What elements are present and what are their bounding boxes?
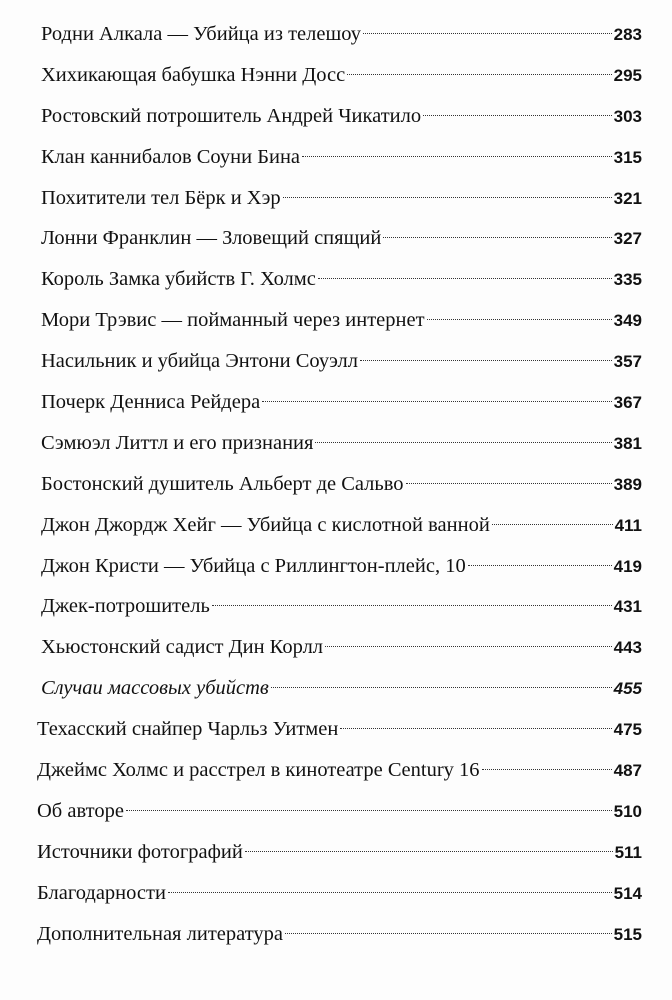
toc-entry — [0, 627, 672, 668]
toc-entry — [0, 464, 672, 505]
toc-entry-page: 367 — [613, 393, 642, 413]
toc-entry — [0, 259, 672, 300]
toc-entry — [0, 137, 672, 178]
toc-entry-page: 335 — [613, 270, 642, 290]
dot-leader — [271, 687, 612, 688]
toc-entry-title: Джеймс Холмс и расстрел в кинотеатре Century 16 — [37, 759, 480, 782]
toc-entry-title: Техасский снайпер Чарльз Уитмен — [37, 718, 339, 741]
dot-leader — [406, 483, 612, 484]
dot-leader — [262, 401, 611, 402]
toc-entry-title: Об авторе — [37, 799, 124, 822]
dot-leader — [245, 851, 613, 852]
dot-leader — [315, 442, 611, 443]
dot-leader — [285, 933, 612, 934]
toc-entry-title: Дополнительная литература — [37, 922, 283, 945]
toc-entry-page: 431 — [613, 597, 642, 617]
toc-entry — [0, 709, 672, 750]
table-of-contents — [0, 14, 672, 954]
toc-entry-title: Ростовский потрошитель Андрей Чикатило — [41, 104, 422, 127]
dot-leader — [168, 892, 612, 893]
dot-leader — [427, 319, 612, 320]
toc-entry — [0, 55, 672, 96]
toc-entry-page: 514 — [613, 883, 642, 903]
dot-leader — [360, 360, 612, 361]
toc-entry-title: Клан каннибалов Соуни Бина — [41, 145, 301, 168]
toc-entry-page: 455 — [613, 679, 642, 699]
toc-entry-page: 349 — [613, 311, 642, 331]
toc-entry — [0, 873, 672, 914]
toc-entry — [0, 791, 672, 832]
dot-leader — [468, 565, 612, 566]
toc-entry-page: 327 — [613, 229, 642, 249]
toc-entry-title: Сэмюэл Литтл и его признания — [41, 431, 314, 454]
toc-entry-title: Родни Алкала — Убийца из телешоу — [41, 23, 361, 45]
toc-entry-page: 283 — [613, 25, 642, 44]
toc-entry-title: Хихикающая бабушка Нэнни Досс — [41, 63, 346, 86]
dot-leader — [423, 115, 612, 116]
toc-entry-page: 389 — [613, 474, 642, 494]
dot-leader — [283, 197, 612, 198]
toc-entry-page: 475 — [613, 720, 642, 740]
toc-entry — [0, 750, 672, 791]
toc-entry-page: 487 — [613, 761, 642, 781]
dot-leader — [482, 769, 612, 770]
toc-entry-title: Король Замка убийств Г. Холмс — [41, 268, 316, 291]
toc-entry — [0, 586, 672, 627]
toc-entry — [0, 423, 672, 464]
dot-leader — [363, 33, 612, 34]
toc-entry-title: Джон Кристи — Убийца с Риллингтон-плейс, 10 — [41, 554, 466, 577]
toc-entry-title: Благодарности — [37, 881, 166, 904]
toc-entry-page: 321 — [613, 188, 642, 208]
toc-entry — [0, 178, 672, 219]
toc-entry-page: 419 — [613, 556, 642, 576]
toc-entry-title: Бостонский душитель Альберт де Сальво — [41, 472, 404, 495]
toc-entry-page: 510 — [613, 801, 642, 821]
toc-entry-title: Джон Джордж Хейг — Убийца с кислотной ванной — [41, 513, 490, 536]
toc-entry-title: Насильник и убийца Энтони Соуэлл — [41, 350, 359, 373]
dot-leader — [302, 156, 612, 157]
toc-entry-title: Источники фотографий — [37, 840, 243, 863]
toc-entry — [0, 505, 672, 546]
dot-leader — [318, 278, 612, 279]
toc-entry-title: Мори Трэвис — пойманный через интернет — [41, 309, 425, 332]
dot-leader — [492, 524, 613, 525]
toc-entry-page: 381 — [613, 433, 642, 453]
toc-entry-page: 443 — [613, 638, 642, 658]
toc-entry — [0, 914, 672, 955]
toc-entry — [0, 218, 672, 259]
toc-entry — [0, 341, 672, 382]
toc-entry-page: 357 — [613, 352, 642, 372]
toc-entry — [0, 96, 672, 137]
toc-entry — [0, 14, 672, 55]
toc-section-heading — [0, 668, 672, 709]
dot-leader — [347, 74, 611, 75]
toc-entry-page: 511 — [614, 842, 642, 862]
toc-entry — [0, 546, 672, 587]
toc-entry-page: 315 — [613, 147, 642, 167]
toc-entry-title: Хьюстонский садист Дин Корлл — [41, 636, 324, 659]
toc-entry-page: 411 — [614, 515, 642, 535]
dot-leader — [126, 810, 612, 811]
toc-entry-title: Лонни Франклин — Зловещий спящий — [41, 227, 382, 250]
toc-entry-page: 515 — [613, 924, 642, 944]
dot-leader — [340, 728, 611, 729]
toc-entry — [0, 382, 672, 423]
toc-entry-page: 295 — [613, 65, 642, 85]
toc-entry-title: Джек-потрошитель — [41, 595, 210, 618]
toc-entry-title: Похитители тел Бёрк и Хэр — [41, 186, 281, 209]
toc-entry — [0, 300, 672, 341]
toc-entry-page: 303 — [613, 106, 642, 126]
dot-leader — [212, 605, 612, 606]
toc-entry-title: Почерк Денниса Рейдера — [41, 391, 261, 414]
toc-entry-title: Случаи массовых убийств — [41, 677, 269, 700]
dot-leader — [383, 237, 611, 238]
dot-leader — [325, 646, 612, 647]
toc-entry — [0, 832, 672, 873]
